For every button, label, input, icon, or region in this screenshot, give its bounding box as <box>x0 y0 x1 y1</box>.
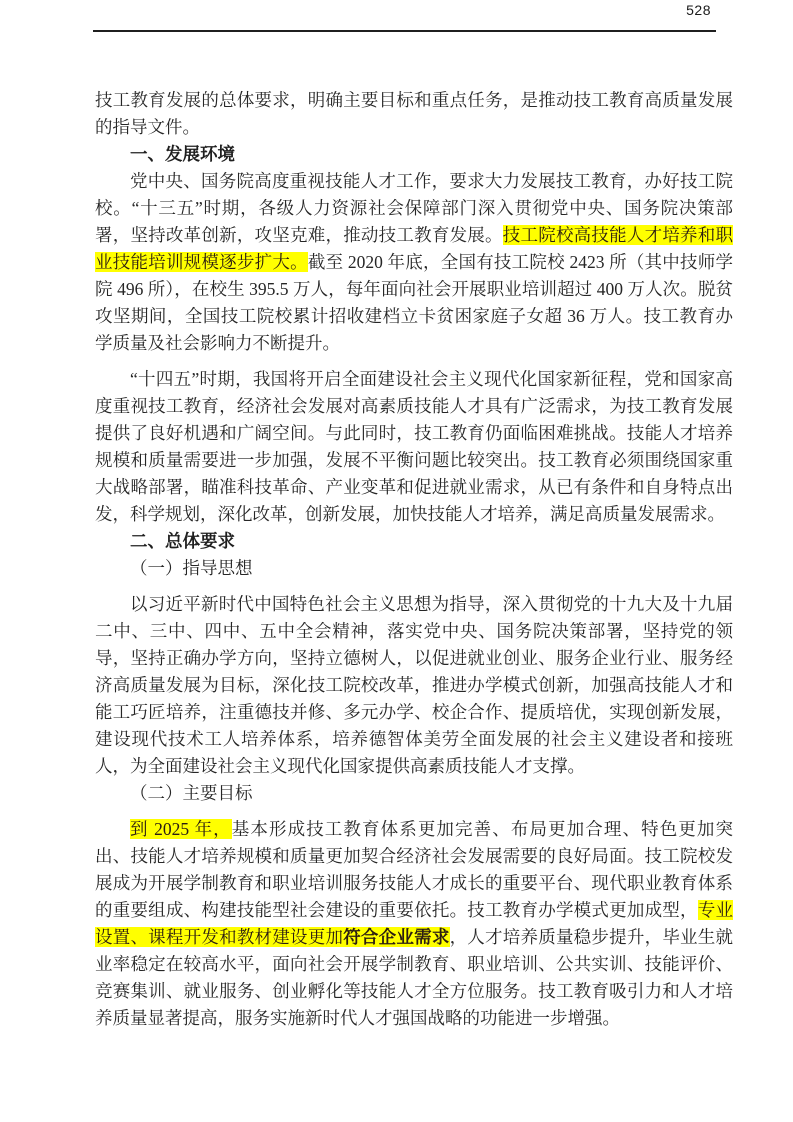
header-rule <box>93 30 716 32</box>
text-segment: 二、总体要求 <box>130 531 235 551</box>
highlighted-text: 技工院校高技能人才培养和职业技能培训规模逐步扩大。 <box>95 225 734 272</box>
text-segment: （一）指导思想 <box>130 558 253 578</box>
text-segment: 技工教育发展的总体要求，明确主要目标和重点任务，是推动技工教育高质量发展的指导文件。 <box>95 90 733 137</box>
paragraph <box>95 366 733 528</box>
page-number: 528 <box>686 2 711 18</box>
highlighted-text: 符合企业需求 <box>343 927 450 947</box>
paragraph <box>95 87 733 141</box>
text-segment: 以习近平新时代中国特色社会主义思想为指导，深入贯彻党的十九大及十九届二中、三中、四中、五中全会精神，落实党中央、国务院决策部署，坚持党的领导，坚持正确办学方向，坚持立德树人，以促进就业创业、服务企业行业、服务经济高质量发展为目标，深化技工院校改革，推进办学模式创新，加强高技能人才和能工巧匠培养，注重德技并修、多元办学、校企合作、提质培优，实现创新发展，建设现代技术工人培养体系，培养德智体美劳全面发展的社会主义建设者和接班人，为全面建设社会主义现代化国家提供高素质技能人才支撑。 <box>95 594 733 776</box>
paragraph <box>95 816 733 1032</box>
section-heading <box>95 528 733 555</box>
paragraph <box>95 168 733 357</box>
text-segment: （二）主要目标 <box>130 783 253 803</box>
subsection-heading <box>95 555 733 582</box>
text-segment: ，人才培养质量稳步提升，毕业生就业率稳定在较高水平，面向社会开展学制教育、职业培训、公共实训、技能评价、竞赛集训、就业服务、创业孵化等技能人才全方位服务。技工教育吸引力和人才培养质量显著提高，服务实施新时代人才强国战略的功能进一步增强。 <box>95 927 734 1028</box>
text-segment: 截至 2020 年底，全国有技工院校 2423 所（其中技师学院 496 所），在校生 395.5 万人，每年面向社会开展职业培训超过 400 万人次。脱贫攻坚期间，全国技工院校累计招收建档立卡贫困家庭子女超 36 万人。技工教育办学质量及社会影响力不断提升。 <box>95 252 734 353</box>
subsection-heading <box>95 780 733 807</box>
text-segment: 基本形成技工教育体系更加完善、布局更加合理、特色更加突出、技能人才培养规模和质量更加契合经济社会发展需要的良好局面。技工院校发展成为开展学制教育和职业培训服务技能人才成长的重要平台、现代职业教育体系的重要组成、构建技能型社会建设的重要依托。技工教育办学模式更加成型， <box>95 819 734 920</box>
text-segment: “十四五”时期，我国将开启全面建设社会主义现代化国家新征程，党和国家高度重视技工教育，经济社会发展对高素质技能人才具有广泛需求，为技工教育发展提供了良好机遇和广阔空间。与此同时，技工教育仍面临困难挑战。技能人才培养规模和质量需要进一步加强，发展不平衡问题比较突出。技工教育必须围绕国家重大战略部署，瞄准科技革命、产业变革和促进就业需求，从已有条件和自身特点出发，科学规划，深化改革，创新发展，加快技能人才培养，满足高质量发展需求。 <box>95 369 733 524</box>
paragraph <box>95 591 733 780</box>
text-segment: 一、发展环境 <box>130 144 235 164</box>
section-heading <box>95 141 733 168</box>
text-segment: 党中央、国务院高度重视技能人才工作，要求大力发展技工教育，办好技工院校。“十三五”时期，各级人力资源社会保障部门深入贯彻党中央、国务院决策部署，坚持改革创新，攻坚克难，推动技工教育发展。 <box>95 171 733 245</box>
document-body <box>95 87 733 1032</box>
highlighted-text: 专业设置、课程开发和教材建设更加 <box>95 900 734 947</box>
highlighted-text: 到 2025 年， <box>130 819 232 839</box>
